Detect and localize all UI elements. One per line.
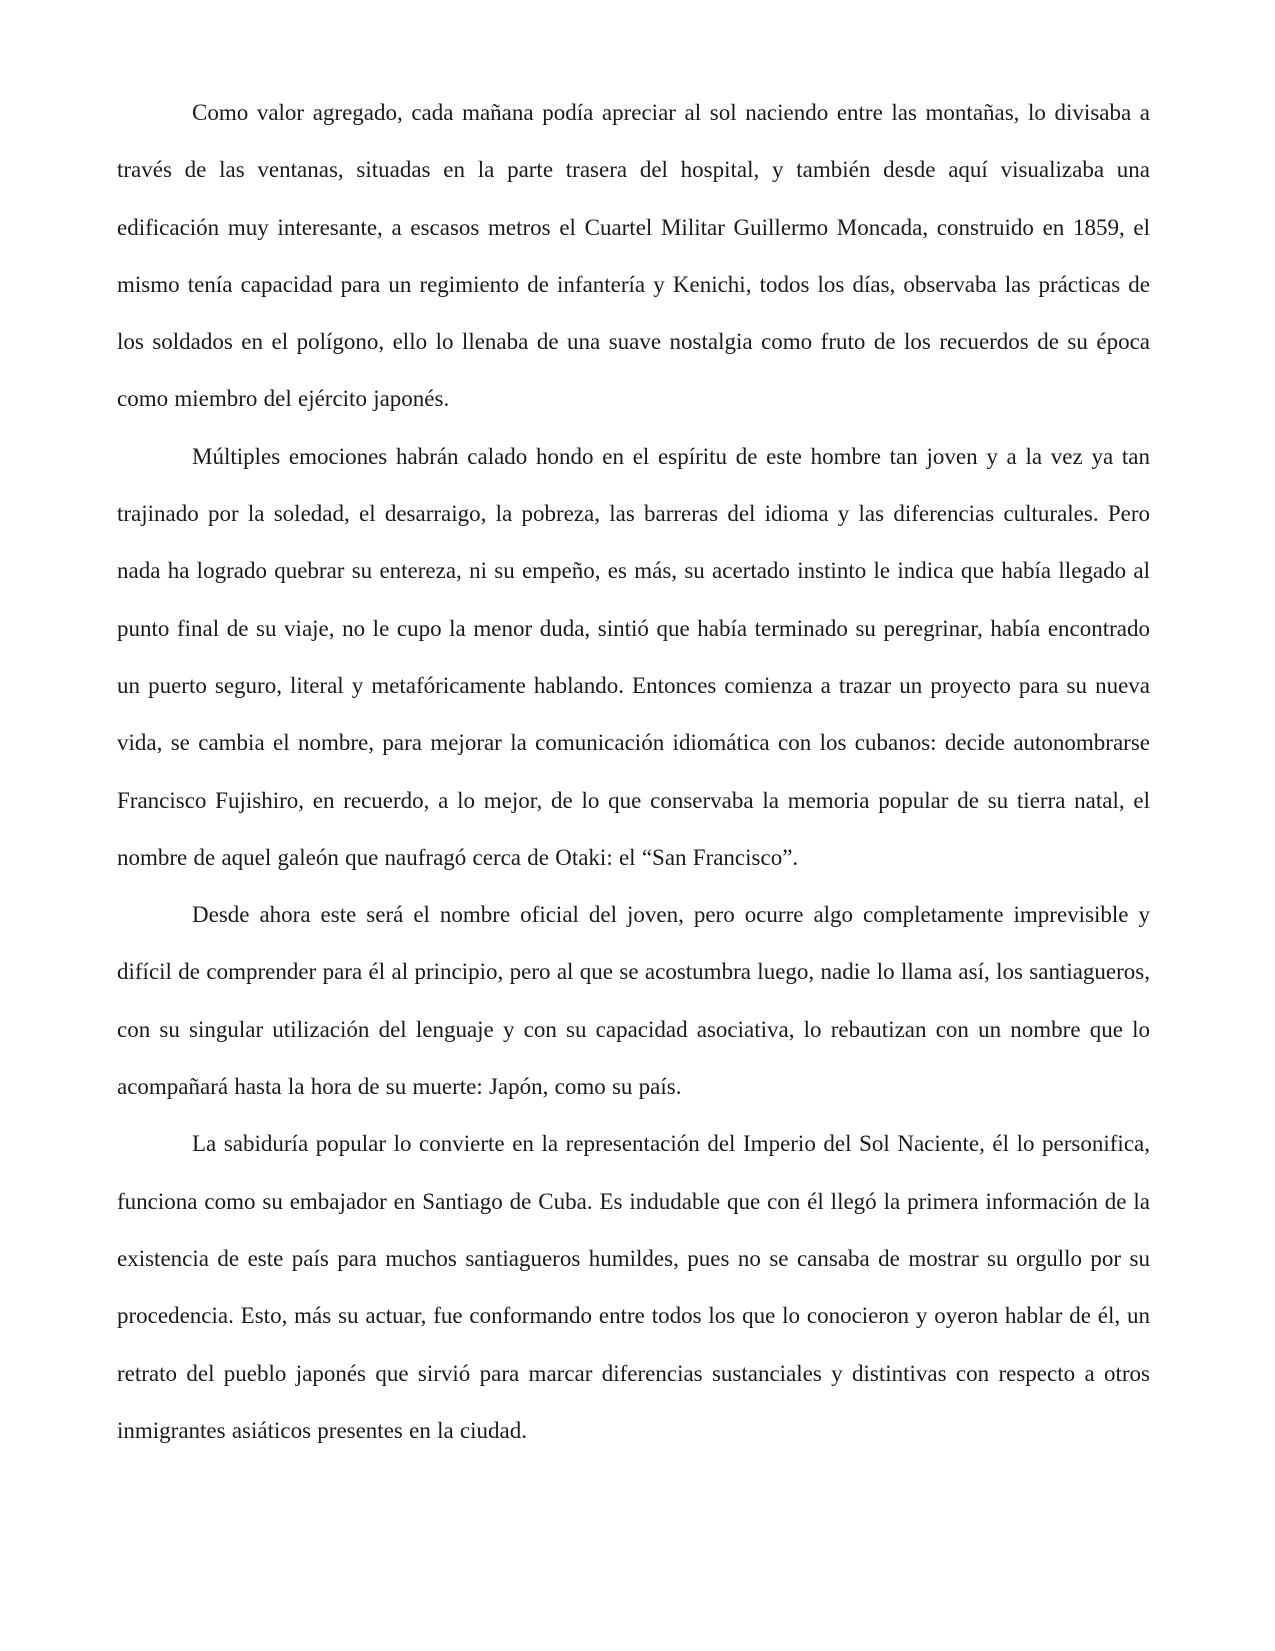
- paragraph-1: Como valor agregado, cada mañana podía apreciar al sol naciendo entre las montañas, lo divisaba a través de las ventanas, situadas en la parte trasera del hospital, y también desde aquí visualizaba una edificación muy interesante, a escasos metros el Cuartel Militar Guillermo Moncada, construido en 1859, el mismo tenía capacidad para un regimiento de infantería y Kenichi, todos los días, observaba las prácticas de los soldados en el polígono, ello lo llenaba de una suave nostalgia como fruto de los recuerdos de su época como miembro del ejército japonés.: [117, 100, 1150, 412]
- paragraph-3: Desde ahora este será el nombre oficial del joven, pero ocurre algo completamente imprevisible y difícil de comprender para él al principio, pero al que se acostumbra luego, nadie lo llama así, los santiagueros, con su singular utilización del lenguaje y con su capacidad asociativa, lo rebautizan con un nombre que lo acompañará hasta la hora de su muerte: Japón, como su país.: [117, 902, 1150, 1100]
- paragraph-4: La sabiduría popular lo convierte en la representación del Imperio del Sol Naciente, él lo personifica, funciona como su embajador en Santiago de Cuba. Es indudable que con él llegó la primera información de la existencia de este país para muchos santiagueros humildes, pues no se cansaba de mostrar su orgullo por su procedencia. Esto, más su actuar, fue conformando entre todos los que lo conocieron y oyeron hablar de él, un retrato del pueblo japonés que sirvió para marcar diferencias sustanciales y distintivas con respecto a otros inmigrantes asiáticos presentes en la ciudad.: [117, 1131, 1150, 1443]
- paragraph-2: Múltiples emociones habrán calado hondo en el espíritu de este hombre tan joven y a la vez ya tan trajinado por la soledad, el desarraigo, la pobreza, las barreras del idioma y las diferencias culturales. Pero nada ha logrado quebrar su entereza, ni su empeño, es más, su acertado instinto le indica que había llegado al punto final de su viaje, no le cupo la menor duda, sintió que había terminado su peregrinar, había encontrado un puerto seguro, literal y metafóricamente hablando. Entonces comienza a trazar un proyecto para su nueva vida, se cambia el nombre, para mejorar la comunicación idiomática con los cubanos: decide autonombrarse Francisco Fujishiro, en recuerdo, a lo mejor, de lo que conservaba la memoria popular de su tierra natal, el nombre de aquel galeón que naufragó cerca de Otaki: el “San Francisco”.: [117, 443, 1150, 870]
